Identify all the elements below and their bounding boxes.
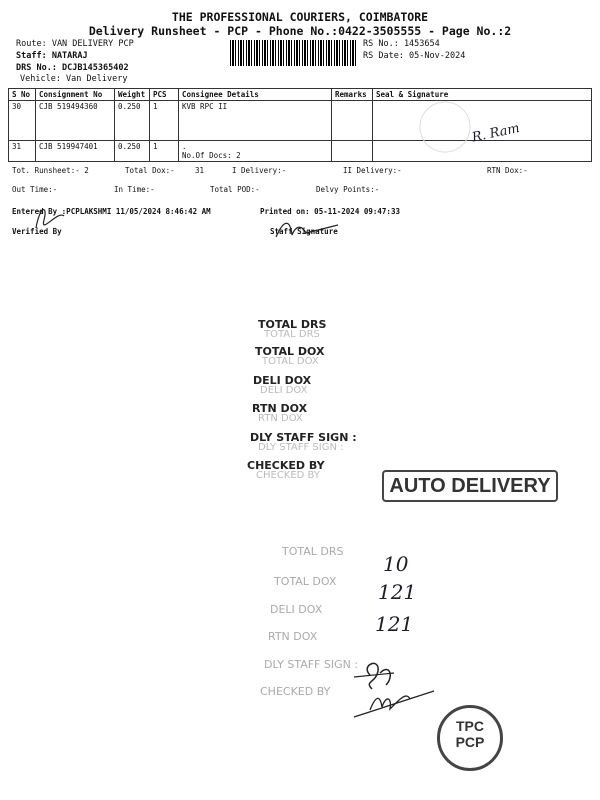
stamp2-deli-dox: DELI DOX — [270, 603, 323, 616]
row-remarks — [332, 141, 373, 162]
rs-no-label: RS No.: 1453654 — [363, 39, 440, 49]
seal-signature-text: R. Ram — [470, 120, 522, 146]
company-title: THE PROFESSIONAL COURIERS, COIMBATORE — [171, 10, 429, 24]
row-remarks — [332, 101, 373, 141]
tpc-pcp-seal — [437, 705, 503, 771]
no-of-docs: No.Of Docs: 2 — [182, 151, 241, 160]
stamp1-checked-by: CHECKED BY — [247, 459, 325, 472]
rs-date-label: RS Date: 05-Nov-2024 — [363, 51, 466, 61]
col-remarks: Remarks — [332, 89, 373, 101]
stamp2-dly-staff-sign: DLY STAFF SIGN : — [264, 658, 359, 671]
row-pcs: 1 — [150, 101, 179, 141]
stamp2-rtn-dox: RTN DOX — [268, 630, 318, 643]
row-sno: 31 — [9, 141, 36, 162]
row-weight: 0.250 — [115, 141, 150, 162]
col-consignee: Consignee Details — [179, 89, 332, 101]
total-dox-label: Total Dox:- — [125, 166, 175, 175]
col-sno: S No — [9, 89, 36, 101]
seal-signature-scribble — [390, 100, 550, 155]
in-time: In Time:- — [114, 185, 155, 194]
ii-delivery: II Delivery:- — [343, 166, 402, 175]
barcode-image — [230, 40, 358, 66]
i-delivery: I Delivery:- — [232, 166, 287, 175]
verified-by: Verified By — [12, 227, 62, 236]
auto-delivery-stamp: AUTO DELIVERY — [382, 470, 558, 502]
staff-signature-scribble — [272, 215, 342, 243]
row-weight: 0.250 — [115, 101, 150, 141]
stamp2-total-drs: TOTAL DRS — [282, 545, 344, 558]
row-details-dot: . — [182, 142, 187, 151]
hand-signature-scribble — [350, 655, 440, 720]
stamp1-checked-by-ghost: CHECKED BY — [256, 470, 320, 481]
hand-total-dox-value: 121 — [378, 580, 417, 604]
col-weight: Weight — [115, 89, 150, 101]
runsheet-subtitle: Delivery Runsheet - PCP - Phone No.:0422-3505555 - Page No.:2 — [88, 24, 512, 38]
seal-line-1: TPC — [456, 718, 484, 734]
stamp1-dly-staff-sign: DLY STAFF SIGN : — [250, 431, 357, 444]
verified-signature-scribble — [30, 200, 70, 235]
stamp1-deli-dox: DELI DOX — [253, 374, 312, 387]
col-consignment: Consignment No — [36, 89, 115, 101]
delvy-points: Delvy Points:- — [316, 185, 380, 194]
stamp2-total-dox: TOTAL DOX — [274, 575, 337, 588]
row-sno: 30 — [9, 101, 36, 141]
out-time: Out Time:- — [12, 185, 58, 194]
row-consignment: CJB 519494360 — [36, 101, 115, 141]
stamp2-checked-by: CHECKED BY — [260, 685, 331, 698]
vehicle-label: Vehicle: Van Delivery — [20, 74, 128, 84]
entered-by: Entered By :PCPLAKSHMI 11/05/2024 8:46:42 AM — [12, 207, 211, 216]
col-seal: Seal & Signature — [373, 89, 592, 101]
stamp1-total-dox-ghost: TOTAL DOX — [262, 356, 319, 367]
hand-deli-dox-value: 121 — [375, 612, 414, 636]
stamp1-total-dox: TOTAL DOX — [255, 345, 325, 358]
stamp1-total-drs: TOTAL DRS — [258, 318, 327, 331]
stamp1-total-drs-ghost: TOTAL DRS — [264, 329, 320, 340]
stamp1-rtn-dox-ghost: RTN DOX — [258, 413, 303, 424]
stamp1-rtn-dox: RTN DOX — [252, 402, 308, 415]
hand-total-drs-value: 10 — [383, 552, 409, 576]
seal-line-2: PCP — [455, 734, 485, 750]
rtn-dox: RTN Dox:- — [487, 166, 528, 175]
route-label: Route: VAN DELIVERY PCP — [16, 39, 134, 49]
total-dox-value: 31 — [195, 166, 205, 175]
row-pcs: 1 — [150, 141, 179, 162]
staff-signature: Staff Signature — [270, 227, 338, 236]
staff-label: Staff: NATARAJ — [16, 51, 88, 61]
tot-runsheet: Tot. Runsheet:- 2 — [12, 166, 89, 175]
row-details — [179, 141, 332, 162]
printed-on: Printed on: 05-11-2024 09:47:33 — [260, 207, 400, 216]
row-details: KVB RPC II — [179, 101, 332, 141]
col-pcs: PCS — [150, 89, 179, 101]
drs-no-label: DRS No.: DCJB145365402 — [16, 63, 129, 73]
stamp1-deli-dox-ghost: DELI DOX — [260, 385, 308, 396]
row-consignment: CJB 519947401 — [36, 141, 115, 162]
stamp1-dly-staff-sign-ghost: DLY STAFF SIGN : — [258, 442, 344, 453]
table-header-row — [9, 89, 592, 101]
total-pod: Total POD:- — [210, 185, 260, 194]
